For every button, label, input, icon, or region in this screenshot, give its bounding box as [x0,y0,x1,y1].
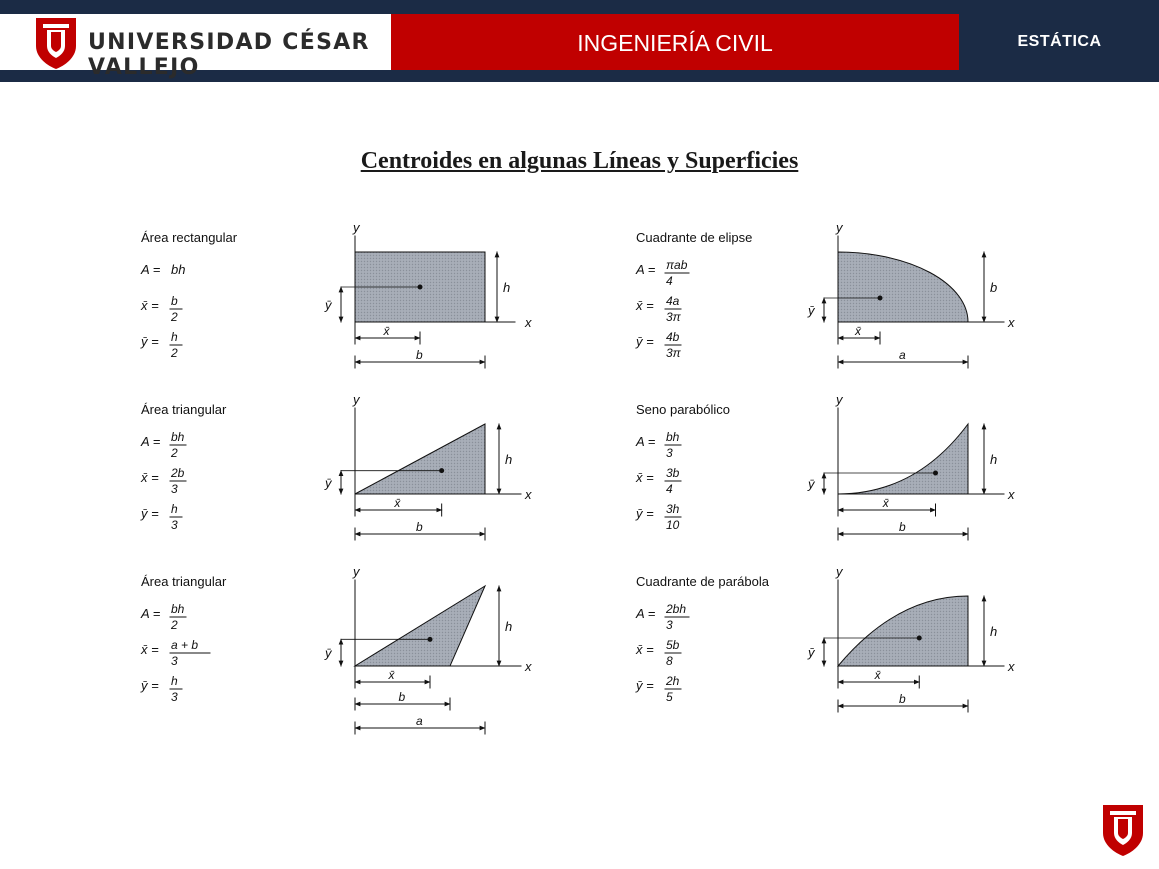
xbar-formula-denominator: 2 [171,310,178,324]
shape-cell [140,220,532,368]
x-axis-label: x [1008,315,1015,330]
area-formula-denominator: 2 [171,618,178,632]
shape-cell [140,392,532,540]
university-name: UNIVERSIDAD CÉSAR VALLEJO [88,30,370,80]
ybar-formula-prefix: ȳ = [141,678,159,693]
xbar-formula-numerator: 4a [666,294,680,308]
area-formula-prefix: A = [636,606,656,621]
xbar-formula-numerator: a + b [171,638,199,652]
area-formula-prefix: A = [636,262,656,277]
h-dim-label: h [505,452,513,467]
xbar-formula-denominator: 3 [171,654,178,668]
ybar-formula-numerator: h [171,330,178,344]
h-dim-label: h [990,624,998,639]
ybar-dim-label: ȳ [808,476,815,492]
ybar-formula-denominator: 3 [171,518,178,532]
area-formula-numerator: bh [171,602,185,616]
xbar-formula-denominator: 3π [666,310,681,324]
b-dim-label: b [990,280,998,295]
ybar-formula-prefix: ȳ = [141,334,159,349]
xbar-formula-prefix: x̄ = [636,470,654,485]
ybar-formula-prefix: ȳ = [141,506,159,521]
area-formula-prefix: A = [141,262,161,277]
centroid-table-figure [135,212,1035,752]
area-formula-value: bh [171,262,186,277]
shape-cell [635,564,1015,712]
header-bar [0,0,1159,82]
ybar-formula-prefix: ȳ = [636,334,654,349]
y-axis-label: y [836,564,843,579]
ybar-formula-denominator: 2 [171,346,178,360]
xbar-formula-prefix: x̄ = [141,642,159,657]
shape-name: Área triangular [141,574,227,589]
xbar-formula-numerator: 3b [666,466,680,480]
b-dim-label: b [416,348,423,362]
xbar-formula-prefix: x̄ = [636,642,654,657]
area-formula-prefix: A = [636,434,656,449]
area-formula-numerator: 2bh [666,602,687,616]
ybar-formula-prefix: ȳ = [636,506,654,521]
shape-name: Área rectangular [141,230,238,245]
area-formula-numerator: bh [171,430,185,444]
ybar-formula-numerator: 3h [666,502,680,516]
ybar-formula-prefix: ȳ = [636,678,654,693]
shape-name: Área triangular [141,402,227,417]
ybar-formula-denominator: 3 [171,690,178,704]
shape-cell [140,564,532,734]
shape-name: Cuadrante de parábola [636,574,769,589]
a-dim-label: a [899,348,906,362]
xbar-formula-prefix: x̄ = [636,298,654,313]
area-formula-denominator: 2 [171,446,178,460]
h-dim-label: h [503,280,511,295]
ybar-formula-numerator: h [171,502,178,516]
area-formula-denominator: 3 [666,618,673,632]
ybar-formula-numerator: h [171,674,178,688]
page-title: Centroides en algunas Líneas y Superficies [360,148,799,174]
xbar-dim-label: x̄ [882,496,889,510]
ybar-formula-numerator: 4b [666,330,680,344]
h-dim-label: h [990,452,998,467]
shape-parabola-quadrant [838,596,968,666]
shape-name: Cuadrante de elipse [636,230,753,245]
b-dim-label: b [398,690,406,704]
ybar-dim-label: ȳ [808,303,815,318]
x-axis-label: x [525,487,532,502]
xbar-formula-denominator: 4 [666,482,673,496]
xbar-dim-label: x̄ [874,668,881,682]
shield-logo-icon [34,16,78,70]
y-axis-label: y [353,392,360,407]
h-dim-label: h [505,619,513,634]
ybar-dim-label: ȳ [325,297,332,313]
university-logo [0,14,391,80]
xbar-formula-denominator: 3 [171,482,178,496]
a-dim-label: a [416,714,423,728]
area-formula-numerator: bh [666,430,680,444]
shape-name: Seno parabólico [636,402,730,417]
area-formula-numerator: πab [666,258,688,272]
footer-shield-logo-icon [1101,802,1145,858]
y-axis-label: y [836,392,843,407]
xbar-formula-numerator: 2b [171,466,185,480]
shape-triangle-general [355,586,485,666]
shape-cell [635,392,1015,540]
y-axis-label: y [353,564,360,579]
xbar-formula-prefix: x̄ = [141,298,159,313]
x-axis-label: x [1008,487,1015,502]
ybar-formula-denominator: 10 [666,518,680,532]
xbar-formula-numerator: 5b [666,638,680,652]
area-formula-denominator: 3 [666,446,673,460]
area-formula-prefix: A = [141,434,161,449]
x-axis-label: x [525,315,532,330]
b-dim-label: b [899,520,906,534]
y-axis-label: y [836,220,843,235]
y-axis-label: y [353,220,360,235]
area-formula-prefix: A = [141,606,161,621]
ybar-formula-denominator: 3π [666,346,681,360]
course-label: ESTÁTICA [1017,33,1102,50]
b-dim-label: b [416,520,423,534]
ybar-formula-numerator: 2h [666,674,680,688]
ybar-dim-label: ȳ [325,475,332,491]
x-axis-label: x [525,659,532,674]
shape-ellipse-quadrant [838,252,968,322]
xbar-dim-label: x̄ [388,668,395,682]
xbar-dim-label: x̄ [855,324,861,338]
career-label: INGENIERÍA CIVIL [391,14,959,70]
xbar-formula-numerator: b [171,294,178,308]
xbar-dim-label: x̄ [394,496,401,510]
xbar-dim-label: x̄ [383,324,390,338]
xbar-formula-denominator: 8 [666,654,673,668]
xbar-formula-prefix: x̄ = [141,470,159,485]
x-axis-label: x [1008,659,1015,674]
shape-parabolic-spandrel [838,424,968,494]
shape-triangle [355,424,485,494]
ybar-dim-label: ȳ [325,645,332,661]
area-formula-denominator: 4 [666,274,673,288]
ybar-dim-label: ȳ [808,645,815,660]
b-dim-label: b [899,692,906,706]
ybar-formula-denominator: 5 [666,690,673,704]
shape-cell [635,220,1015,368]
